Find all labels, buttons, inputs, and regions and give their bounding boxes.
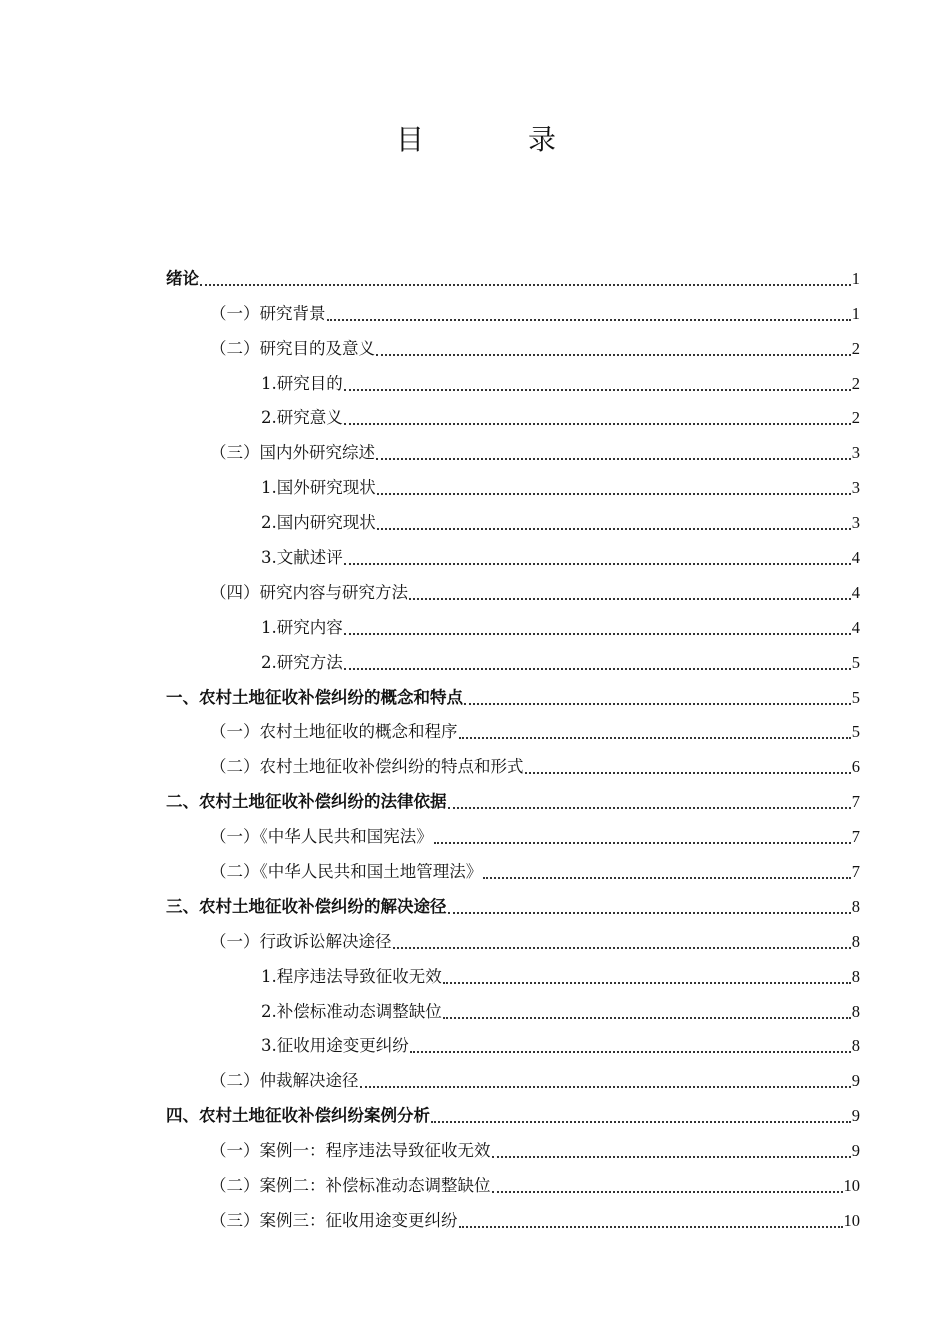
toc-entry-page-number: 2 [851, 338, 860, 358]
toc-entry[interactable] [166, 917, 860, 952]
toc-entry-title: 1.国外研究现状 [261, 478, 376, 498]
dot-leader [525, 772, 851, 774]
toc-entry[interactable] [166, 254, 860, 289]
toc-entry-page-number: 4 [851, 617, 860, 637]
toc-entry[interactable] [166, 1126, 860, 1161]
toc-entry[interactable] [166, 603, 860, 638]
toc-entry-title: 1.程序违法导致征收无效 [261, 966, 442, 986]
toc-entry-page-number: 8 [851, 896, 860, 916]
dot-leader [376, 458, 851, 460]
toc-entry-page-number: 10 [843, 1176, 860, 1196]
dot-leader [434, 842, 851, 844]
toc-entry-page-number: 2 [851, 408, 860, 428]
toc-entry-title: （三）案例三：征收用途变更纠纷 [210, 1210, 458, 1230]
toc-entry-title: 1.研究内容 [261, 617, 343, 637]
toc-entry[interactable] [166, 428, 860, 463]
dot-leader [448, 912, 851, 914]
toc-entry[interactable] [166, 777, 860, 812]
dot-leader [443, 982, 851, 984]
toc-entry-title: 2.研究意义 [261, 408, 343, 428]
dot-leader [327, 319, 851, 321]
toc-entry[interactable] [166, 463, 860, 498]
dot-leader [492, 1191, 843, 1193]
toc-entry-title: （四）研究内容与研究方法 [210, 582, 408, 602]
toc-entry[interactable] [166, 812, 860, 847]
toc-entry-page-number: 2 [851, 373, 860, 393]
toc-entry-title: 一、农村土地征收补偿纠纷的概念和特点 [166, 687, 463, 707]
toc-entry-page-number: 8 [851, 931, 860, 951]
dot-leader [483, 877, 851, 879]
toc-entry-title: （二）农村土地征收补偿纠纷的特点和形式 [210, 757, 524, 777]
toc-entry-title: 1.研究目的 [261, 373, 343, 393]
toc-entry-title: 2.补偿标准动态调整缺位 [261, 1001, 442, 1021]
toc-entry-page-number: 3 [851, 478, 860, 498]
toc-entry[interactable] [166, 359, 860, 394]
toc-entry-page-number: 1 [851, 303, 860, 323]
table-of-contents [166, 254, 860, 1231]
dot-leader [459, 737, 851, 739]
toc-entry-page-number: 1 [851, 268, 860, 288]
dot-leader [409, 598, 851, 600]
toc-entry-page-number: 8 [851, 1036, 860, 1056]
dot-leader [431, 1121, 851, 1123]
toc-entry-page-number: 5 [851, 722, 860, 742]
toc-entry[interactable] [166, 1091, 860, 1126]
toc-entry[interactable] [166, 638, 860, 673]
toc-entry[interactable] [166, 742, 860, 777]
toc-entry-page-number: 7 [851, 792, 860, 812]
toc-entry-title: 二、农村土地征收补偿纠纷的法律依据 [166, 792, 447, 812]
toc-entry-page-number: 6 [851, 757, 860, 777]
page-title: 目 录 [395, 123, 594, 156]
toc-entry[interactable] [166, 498, 860, 533]
toc-entry-title: （三）国内外研究综述 [210, 443, 375, 463]
toc-entry-title: 2.研究方法 [261, 652, 343, 672]
dot-leader [377, 528, 851, 530]
toc-entry[interactable] [166, 1022, 860, 1057]
toc-entry-page-number: 8 [851, 1001, 860, 1021]
toc-entry[interactable] [166, 324, 860, 359]
toc-entry-title: （二）研究目的及意义 [210, 338, 375, 358]
toc-entry-page-number: 5 [851, 652, 860, 672]
toc-entry[interactable] [166, 1196, 860, 1231]
dot-leader [448, 807, 851, 809]
toc-entry[interactable] [166, 952, 860, 987]
dot-leader [393, 947, 851, 949]
toc-entry-title: （一）案例一：程序违法导致征收无效 [210, 1141, 491, 1161]
toc-entry-page-number: 7 [851, 862, 860, 882]
toc-entry[interactable] [166, 673, 860, 708]
dot-leader [376, 354, 851, 356]
toc-entry-page-number: 3 [851, 513, 860, 533]
toc-entry[interactable] [166, 289, 860, 324]
toc-entry-page-number: 7 [851, 827, 860, 847]
toc-entry-title: 3.征收用途变更纠纷 [261, 1036, 409, 1056]
dot-leader [344, 563, 851, 565]
toc-entry-title: 三、农村土地征收补偿纠纷的解决途径 [166, 896, 447, 916]
dot-leader [360, 1086, 851, 1088]
toc-entry-title: （一）农村土地征收的概念和程序 [210, 722, 458, 742]
dot-leader [344, 423, 851, 425]
toc-entry-title: 绪论 [166, 268, 199, 288]
toc-entry-page-number: 9 [851, 1141, 860, 1161]
toc-entry[interactable] [166, 568, 860, 603]
toc-entry-title: （一）研究背景 [210, 303, 326, 323]
dot-leader [492, 1156, 851, 1158]
toc-entry-title: （一）行政诉讼解决途径 [210, 931, 392, 951]
toc-entry-title: （二）案例二：补偿标准动态调整缺位 [210, 1176, 491, 1196]
toc-entry-title: （二）《中华人民共和国土地管理法》 [210, 862, 483, 882]
toc-entry[interactable] [166, 987, 860, 1022]
dot-leader [377, 493, 851, 495]
toc-entry[interactable] [166, 533, 860, 568]
toc-entry-page-number: 4 [851, 548, 860, 568]
dot-leader [464, 703, 851, 705]
toc-entry-title: 四、农村土地征收补偿纠纷案例分析 [166, 1106, 430, 1126]
toc-entry-page-number: 9 [851, 1106, 860, 1126]
dot-leader [443, 1017, 851, 1019]
toc-entry-page-number: 10 [843, 1210, 860, 1230]
toc-entry-page-number: 4 [851, 582, 860, 602]
dot-leader [344, 633, 851, 635]
toc-entry-title: 2.国内研究现状 [261, 513, 376, 533]
toc-entry[interactable] [166, 708, 860, 743]
toc-entry[interactable] [166, 847, 860, 882]
toc-entry[interactable] [166, 882, 860, 917]
toc-entry[interactable] [166, 1161, 860, 1196]
toc-entry-title: 3.文献述评 [261, 548, 343, 568]
toc-entry-page-number: 5 [851, 687, 860, 707]
toc-entry-page-number: 8 [851, 966, 860, 986]
dot-leader [410, 1051, 851, 1053]
toc-entry-title: （一）《中华人民共和国宪法》 [210, 827, 433, 847]
toc-entry[interactable] [166, 394, 860, 429]
toc-entry-page-number: 3 [851, 443, 860, 463]
dot-leader [344, 668, 851, 670]
dot-leader [200, 284, 851, 286]
toc-entry[interactable] [166, 1056, 860, 1091]
toc-entry-page-number: 9 [851, 1071, 860, 1091]
dot-leader [459, 1226, 843, 1228]
dot-leader [344, 389, 851, 391]
toc-entry-title: （二）仲裁解决途径 [210, 1071, 359, 1091]
